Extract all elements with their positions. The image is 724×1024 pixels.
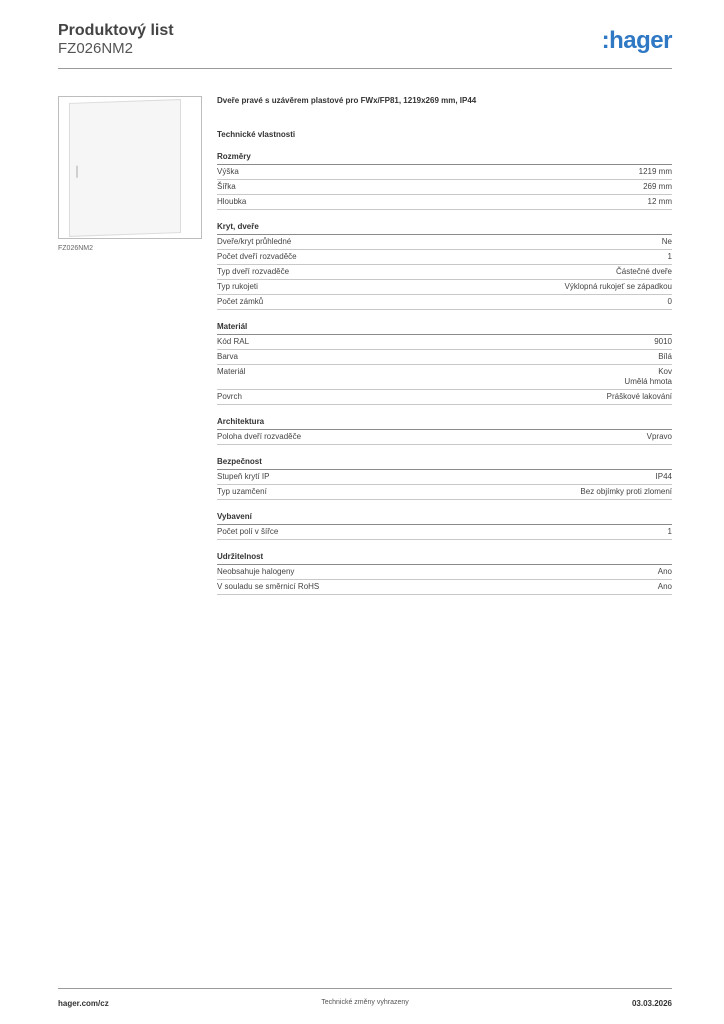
hager-logo: :hager bbox=[601, 27, 672, 54]
spec-row bbox=[217, 250, 672, 265]
product-title: Dveře pravé s uzávěrem plastové pro FWx/FP81, 1219x269 mm, IP44 bbox=[217, 96, 477, 105]
spec-row bbox=[217, 180, 672, 195]
spec-group bbox=[217, 552, 672, 595]
door-illustration bbox=[69, 99, 181, 237]
spec-value: Výklopná rukojeť se západkou bbox=[564, 282, 672, 291]
spec-group-title: Udržitelnost bbox=[217, 552, 672, 565]
spec-label: Stupeň krytí IP bbox=[217, 472, 270, 481]
spec-value: Ano bbox=[657, 582, 672, 591]
spec-label: Neobsahuje halogeny bbox=[217, 567, 295, 576]
website-link[interactable]: hager.com/cz bbox=[58, 999, 109, 1008]
spec-value: Práškové lakování bbox=[606, 392, 672, 401]
door-handle-graphic bbox=[76, 166, 78, 178]
spec-group bbox=[217, 322, 672, 405]
spec-group bbox=[217, 512, 672, 540]
spec-label: Šířka bbox=[217, 182, 236, 191]
spec-value: 12 mm bbox=[647, 197, 672, 206]
spec-row bbox=[217, 195, 672, 210]
spec-row bbox=[217, 470, 672, 485]
spec-value: 269 mm bbox=[643, 182, 672, 191]
spec-row bbox=[217, 580, 672, 595]
spec-value: Kov Umělá hmota bbox=[624, 367, 672, 386]
product-code: FZ026NM2 bbox=[58, 40, 134, 57]
spec-value: Bez objímky proti zlomení bbox=[580, 487, 672, 496]
spec-row bbox=[217, 235, 672, 250]
spec-value: 1 bbox=[667, 527, 672, 536]
spec-label: Poloha dveří rozvaděče bbox=[217, 432, 302, 441]
footer-note: Technické změny vyhrazeny bbox=[321, 999, 409, 1006]
spec-group-title: Architektura bbox=[217, 417, 672, 430]
spec-group bbox=[217, 457, 672, 500]
technical-content bbox=[217, 96, 672, 595]
spec-row bbox=[217, 165, 672, 180]
spec-label: V souladu se směrnicí RoHS bbox=[217, 582, 320, 591]
document-date: 03.03.2026 bbox=[631, 999, 672, 1008]
product-image bbox=[58, 96, 202, 239]
spec-row bbox=[217, 295, 672, 310]
spec-group bbox=[217, 417, 672, 445]
spec-value: 0 bbox=[667, 297, 672, 306]
spec-label: Typ uzamčení bbox=[217, 487, 267, 496]
spec-row bbox=[217, 280, 672, 295]
spec-label: Dveře/kryt průhledné bbox=[217, 237, 292, 246]
spec-group-title: Kryt, dveře bbox=[217, 222, 672, 235]
image-caption: FZ026NM2 bbox=[58, 245, 94, 252]
spec-row bbox=[217, 335, 672, 350]
spec-label: Barva bbox=[217, 352, 238, 361]
spec-label: Typ dveří rozvaděče bbox=[217, 267, 290, 276]
spec-value: Částečné dveře bbox=[615, 267, 672, 276]
spec-groups bbox=[217, 152, 672, 595]
spec-group-title: Materiál bbox=[217, 322, 672, 335]
spec-value: 1219 mm bbox=[638, 167, 672, 176]
page-footer bbox=[58, 988, 672, 1013]
spec-label: Výška bbox=[217, 167, 239, 176]
spec-value: 1 bbox=[667, 252, 672, 261]
spec-row bbox=[217, 350, 672, 365]
section-heading: Technické vlastnosti bbox=[217, 130, 296, 139]
spec-group-title: Rozměry bbox=[217, 152, 672, 165]
spec-row bbox=[217, 525, 672, 540]
spec-group bbox=[217, 152, 672, 210]
spec-group bbox=[217, 222, 672, 310]
spec-label: Hloubka bbox=[217, 197, 247, 206]
spec-row bbox=[217, 390, 672, 405]
spec-value: Bílá bbox=[658, 352, 672, 361]
spec-value: Ne bbox=[661, 237, 672, 246]
spec-label: Počet zámků bbox=[217, 297, 264, 306]
page-header bbox=[58, 20, 672, 69]
spec-label: Povrch bbox=[217, 392, 242, 401]
spec-row bbox=[217, 365, 672, 390]
spec-label: Materiál bbox=[217, 367, 246, 376]
spec-value: IP44 bbox=[655, 472, 672, 481]
spec-row bbox=[217, 430, 672, 445]
spec-value: 9010 bbox=[654, 337, 672, 346]
spec-label: Kód RAL bbox=[217, 337, 250, 346]
document-type: Produktový list bbox=[58, 22, 174, 39]
spec-label: Počet dveří rozvaděče bbox=[217, 252, 297, 261]
spec-row bbox=[217, 485, 672, 500]
spec-row bbox=[217, 265, 672, 280]
spec-label: Počet polí v šířce bbox=[217, 527, 279, 536]
spec-row bbox=[217, 565, 672, 580]
spec-label: Typ rukojeti bbox=[217, 282, 258, 291]
spec-group-title: Vybavení bbox=[217, 512, 672, 525]
spec-value: Vpravo bbox=[646, 432, 672, 441]
spec-value: Ano bbox=[657, 567, 672, 576]
spec-group-title: Bezpečnost bbox=[217, 457, 672, 470]
